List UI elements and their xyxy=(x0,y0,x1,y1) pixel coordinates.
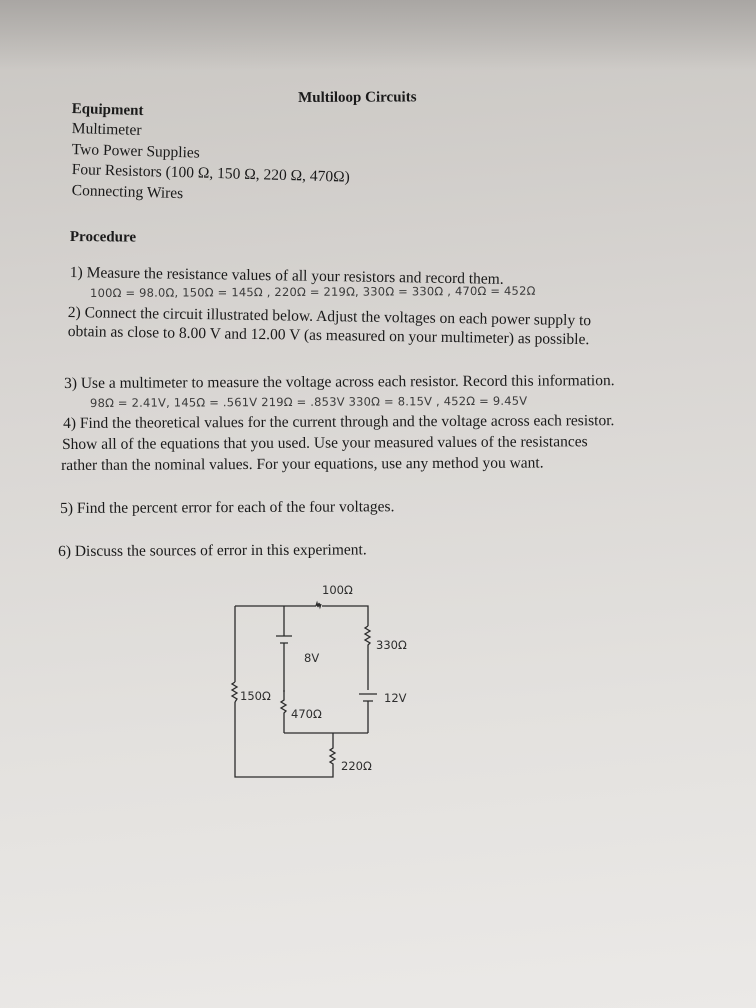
procedure-step-3: 3) Use a multimeter to measure the voltage across each resistor. Record this information. xyxy=(63,372,615,392)
procedure-heading: Procedure xyxy=(69,229,137,246)
equipment-item: Multimeter xyxy=(71,120,142,139)
resistor-220-symbol xyxy=(330,733,335,766)
page-title: Multiloop Circuits xyxy=(298,89,417,106)
battery-12v-symbol xyxy=(359,694,377,733)
label-r220: 220Ω xyxy=(341,759,372,773)
label-r100: 100Ω xyxy=(322,583,353,597)
procedure-step-6: 6) Discuss the sources of error in this experiment. xyxy=(57,541,367,560)
handwritten-voltages: 98Ω = 2.41V, 145Ω = .561V 219Ω = .853V 330Ω = 8.15V , 452Ω = 9.45V xyxy=(90,393,528,410)
procedure-step-4-cont: Show all of the equations that you used. Use your measured values of the resistances xyxy=(61,433,588,453)
resistor-150-symbol xyxy=(232,682,237,702)
procedure-step-2: 2) Connect the circuit illustrated below. Adjust the voltages on each power supply to xyxy=(67,304,592,330)
battery-8v-symbol xyxy=(276,636,292,643)
top-shadow xyxy=(0,0,756,70)
wire-top xyxy=(235,606,368,626)
equipment-item: Two Power Supplies xyxy=(71,141,201,162)
procedure-step-1: 1) Measure the resistance values of all your resistors and record them. xyxy=(69,264,504,288)
procedure-step-2-cont: obtain as close to 8.00 V and 12.00 V (as measured on your multimeter) as possible. xyxy=(67,323,590,349)
resistor-470-symbol xyxy=(281,690,286,733)
equipment-heading: Equipment xyxy=(71,101,144,119)
procedure-step-4-cont: rather than the nominal values. For your equations, use any method you want. xyxy=(60,454,544,474)
handwritten-resistances: 100Ω = 98.0Ω, 150Ω = 145Ω , 220Ω = 219Ω, 330Ω = 330Ω , 470Ω = 452Ω xyxy=(90,283,536,300)
resistor-330-symbol xyxy=(365,626,370,690)
label-r470: 470Ω xyxy=(291,707,322,721)
label-r330: 330Ω xyxy=(376,638,407,652)
equipment-item: Connecting Wires xyxy=(71,182,184,203)
label-v12: 12V xyxy=(384,691,407,705)
resistor-100-symbol xyxy=(316,603,321,607)
label-v8: 8V xyxy=(304,651,320,665)
procedure-step-4: 4) Find the theoretical values for the current through and the voltage across each resistor. xyxy=(62,412,615,432)
label-r150: 150Ω xyxy=(240,689,271,703)
circuit-diagram xyxy=(200,570,430,792)
equipment-item: Four Resistors (100 Ω, 150 Ω, 220 Ω, 470Ω) xyxy=(71,161,351,186)
procedure-step-5: 5) Find the percent error for each of the four voltages. xyxy=(59,498,395,517)
